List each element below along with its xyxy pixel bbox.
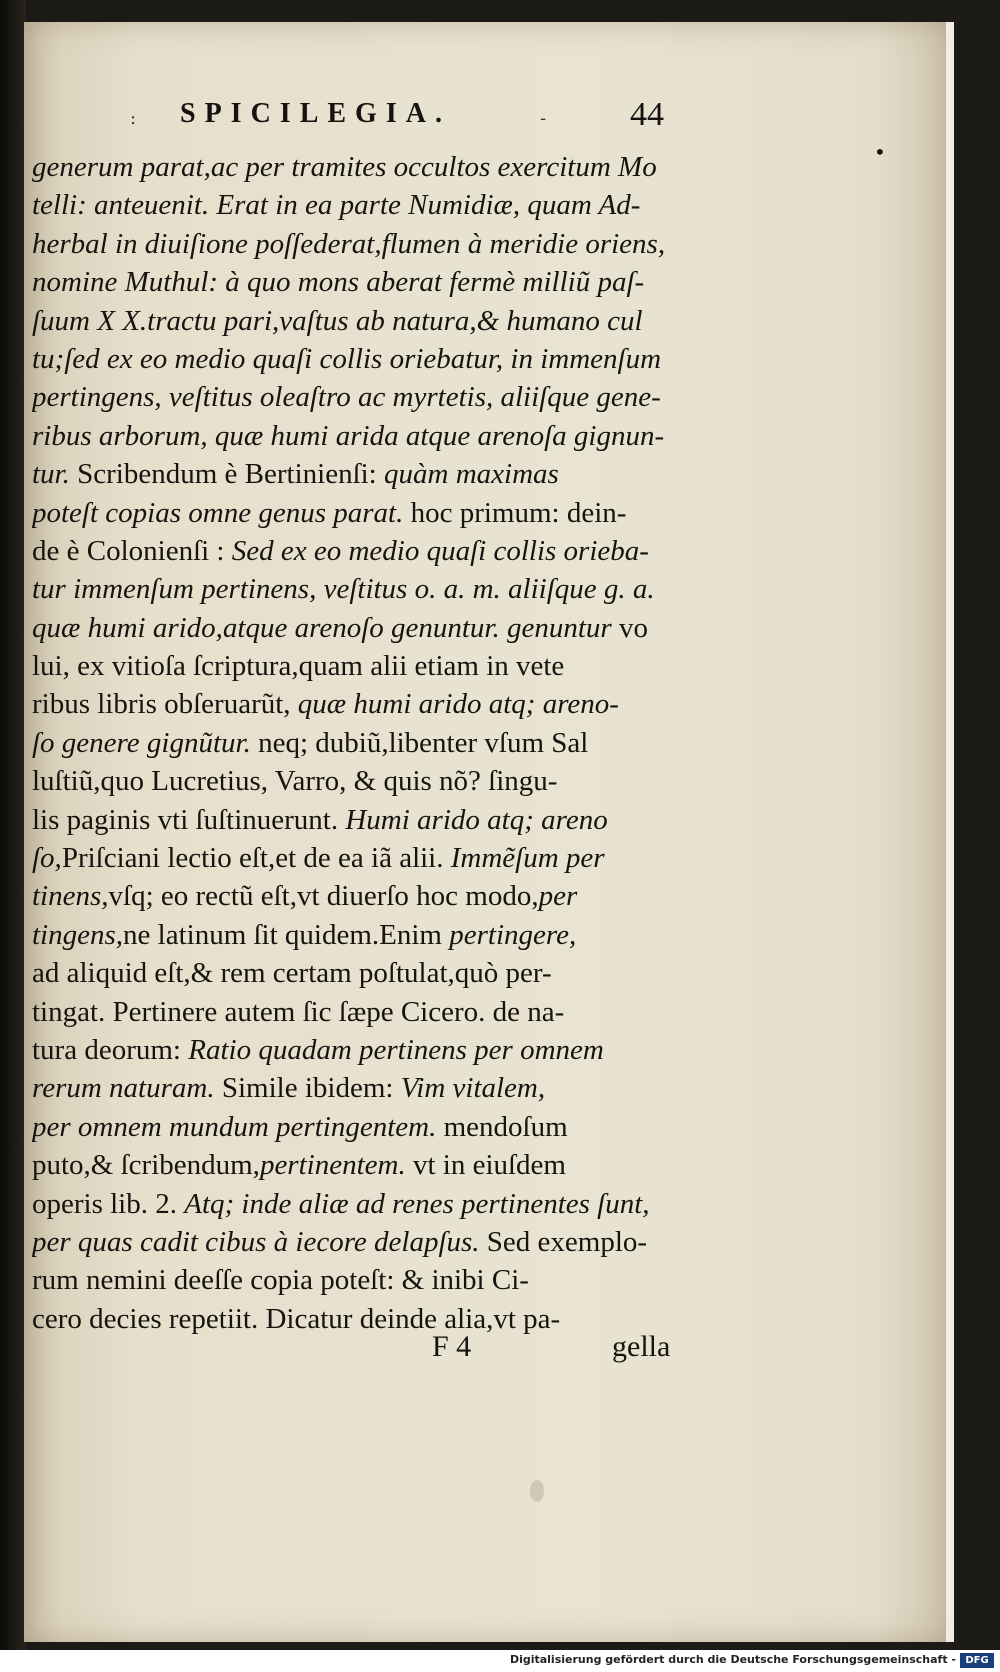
text-line <box>32 455 722 493</box>
signature-mark: F 4 <box>432 1330 472 1363</box>
text-line <box>32 340 722 378</box>
dfg-logo: DFG <box>960 1653 994 1668</box>
italic-text: ſo, <box>32 842 62 875</box>
roman-text: rum nemini deeſſe copia poteſt: & inibi Ci- <box>32 1264 529 1297</box>
roman-text: de è Colonienſi : <box>32 534 232 567</box>
italic-text: quàm maximas <box>384 458 559 491</box>
text-line <box>32 839 722 877</box>
margin-mark: • <box>874 140 886 164</box>
roman-text: operis lib. 2. <box>32 1187 185 1220</box>
page-header <box>130 92 690 142</box>
text-line <box>32 1146 722 1184</box>
italic-text: per quas cadit cibus à iecore delapſus. <box>32 1225 480 1258</box>
text-line <box>32 263 722 301</box>
roman-text: ne latinum ſit quidem.Enim <box>123 918 450 951</box>
scan-background <box>0 0 26 1672</box>
italic-text: Atq; inde aliæ ad renes pertinentes ſunt, <box>184 1187 650 1220</box>
text-line <box>32 1185 722 1223</box>
italic-text: tinens, <box>32 880 109 913</box>
roman-text: Priſciani lectio eſt,et de ea iã alii. <box>61 842 451 875</box>
italic-text: Sed ex eo medio quaſi collis orieba- <box>231 534 649 567</box>
roman-text: Sed exemplo- <box>479 1225 648 1258</box>
roman-text: vo <box>611 611 648 644</box>
italic-text: ſuum X X.tractu pari,vaſtus ab natura,& humano cul <box>32 304 643 337</box>
page-number: 44 <box>630 96 664 133</box>
roman-text: neq; dubiũ,libenter vſum Sal <box>250 726 589 759</box>
text-line <box>32 877 722 915</box>
text-line <box>32 647 722 685</box>
page-edge <box>946 22 954 1642</box>
italic-text: Humi arido atq; areno <box>345 803 608 836</box>
italic-text: ſo genere gignũtur. <box>32 726 251 759</box>
roman-text: tingat. Pertinere autem ſic ſæpe Cicero. de na- <box>32 995 565 1028</box>
italic-text: per omnem mundum pertingentem. <box>32 1110 437 1143</box>
text-line <box>32 302 722 340</box>
body-text <box>32 148 722 1338</box>
text-line <box>32 1223 722 1261</box>
italic-text: telli: anteuenit. Erat in ea parte Numidiæ, quam Ad- <box>32 189 641 222</box>
page-footer-line <box>32 1330 722 1370</box>
roman-text: Simile ibidem: <box>214 1072 401 1105</box>
italic-text: generum parat,ac per tramites occultos exercitum Mo <box>32 151 657 183</box>
italic-text: tur immenſum pertinens, veſtitus o. a. m. aliiſque g. a. <box>32 573 655 606</box>
roman-text: tura deorum: <box>32 1033 189 1066</box>
text-line <box>32 724 722 762</box>
footer-bar <box>0 1650 1000 1672</box>
roman-text: Scribendum è Bertinienſi: <box>69 458 384 491</box>
text-line <box>32 1261 722 1299</box>
italic-text: nomine Muthul: à quo mons aberat fermè milliũ paſ- <box>32 266 645 299</box>
text-line <box>32 993 722 1031</box>
italic-text: ribus arborum, quæ humi arida atque arenoſa gignun- <box>32 419 665 452</box>
italic-text: herbal in diuiſione poſſederat,flumen à meridie oriens, <box>32 227 666 260</box>
running-head: SPICILEGIA. <box>180 98 451 129</box>
text-line <box>32 1069 722 1107</box>
roman-text: ad aliquid eſt,& rem certam poſtulat,quò per- <box>32 957 552 990</box>
roman-text: ribus libris obſeruarũt, <box>32 688 298 721</box>
text-line <box>32 148 722 186</box>
text-line <box>32 417 722 455</box>
italic-text: Immẽſum per <box>450 842 605 875</box>
italic-text: pertingere, <box>449 918 577 951</box>
text-line <box>32 532 722 570</box>
roman-text: puto,& ſcribendum, <box>32 1149 260 1182</box>
italic-text: pertingens, veſtitus oleaſtro ac myrtetis, aliiſque gene- <box>32 381 661 414</box>
text-line <box>32 186 722 224</box>
italic-text: quæ humi arido,atque arenoſo genuntur. genuntur <box>32 611 612 644</box>
text-line <box>32 685 722 723</box>
text-line <box>32 609 722 647</box>
italic-text: quæ humi arido atq; areno- <box>297 688 619 721</box>
roman-text: vſq; eo rectũ eſt,vt diuerſo hoc modo, <box>108 880 539 913</box>
roman-text: lui, ex vitioſa ſcriptura,quam alii etiam in vete <box>32 650 565 683</box>
text-line <box>32 1108 722 1146</box>
roman-text: vt in eiuſdem <box>405 1149 566 1182</box>
digitization-credit: Digitalisierung gefördert durch die Deutsche Forschungsgemeinschaft - <box>509 1653 956 1666</box>
italic-text: tur. <box>32 458 70 491</box>
roman-text: luſtiũ,quo Lucretius, Varro, & quis nõ? ſingu- <box>32 765 558 798</box>
italic-text: tu;ſed ex eo medio quaſi collis oriebatur, in immenſum <box>32 342 662 375</box>
header-ornament: : <box>130 108 137 129</box>
catchword: gella <box>612 1330 671 1363</box>
italic-text: pertinentem. <box>259 1149 406 1182</box>
italic-text: Vim vitalem, <box>400 1072 546 1105</box>
text-line <box>32 225 722 263</box>
paper-stain <box>530 1480 544 1502</box>
text-line <box>32 494 722 532</box>
italic-text: per <box>538 880 578 913</box>
roman-text: lis paginis vti ſuſtinuerunt. <box>32 803 346 836</box>
roman-text: cero decies repetiit. Dicatur deinde alia,vt pa- <box>32 1302 561 1335</box>
margin-mark: • <box>4 1138 16 1162</box>
text-line <box>32 801 722 839</box>
italic-text: Ratio quadam pertinens per omnem <box>188 1033 604 1066</box>
text-line <box>32 1031 722 1069</box>
italic-text: rerum naturam. <box>32 1072 215 1105</box>
italic-text: poteſt copias omne genus parat. <box>32 496 404 529</box>
italic-text: tingens, <box>32 918 124 951</box>
text-line <box>32 570 722 608</box>
text-line <box>32 954 722 992</box>
header-dash: - <box>540 108 547 129</box>
roman-text: mendoſum <box>436 1110 568 1143</box>
text-line <box>32 762 722 800</box>
text-line <box>32 916 722 954</box>
text-line <box>32 378 722 416</box>
roman-text: hoc primum: dein- <box>403 496 627 529</box>
